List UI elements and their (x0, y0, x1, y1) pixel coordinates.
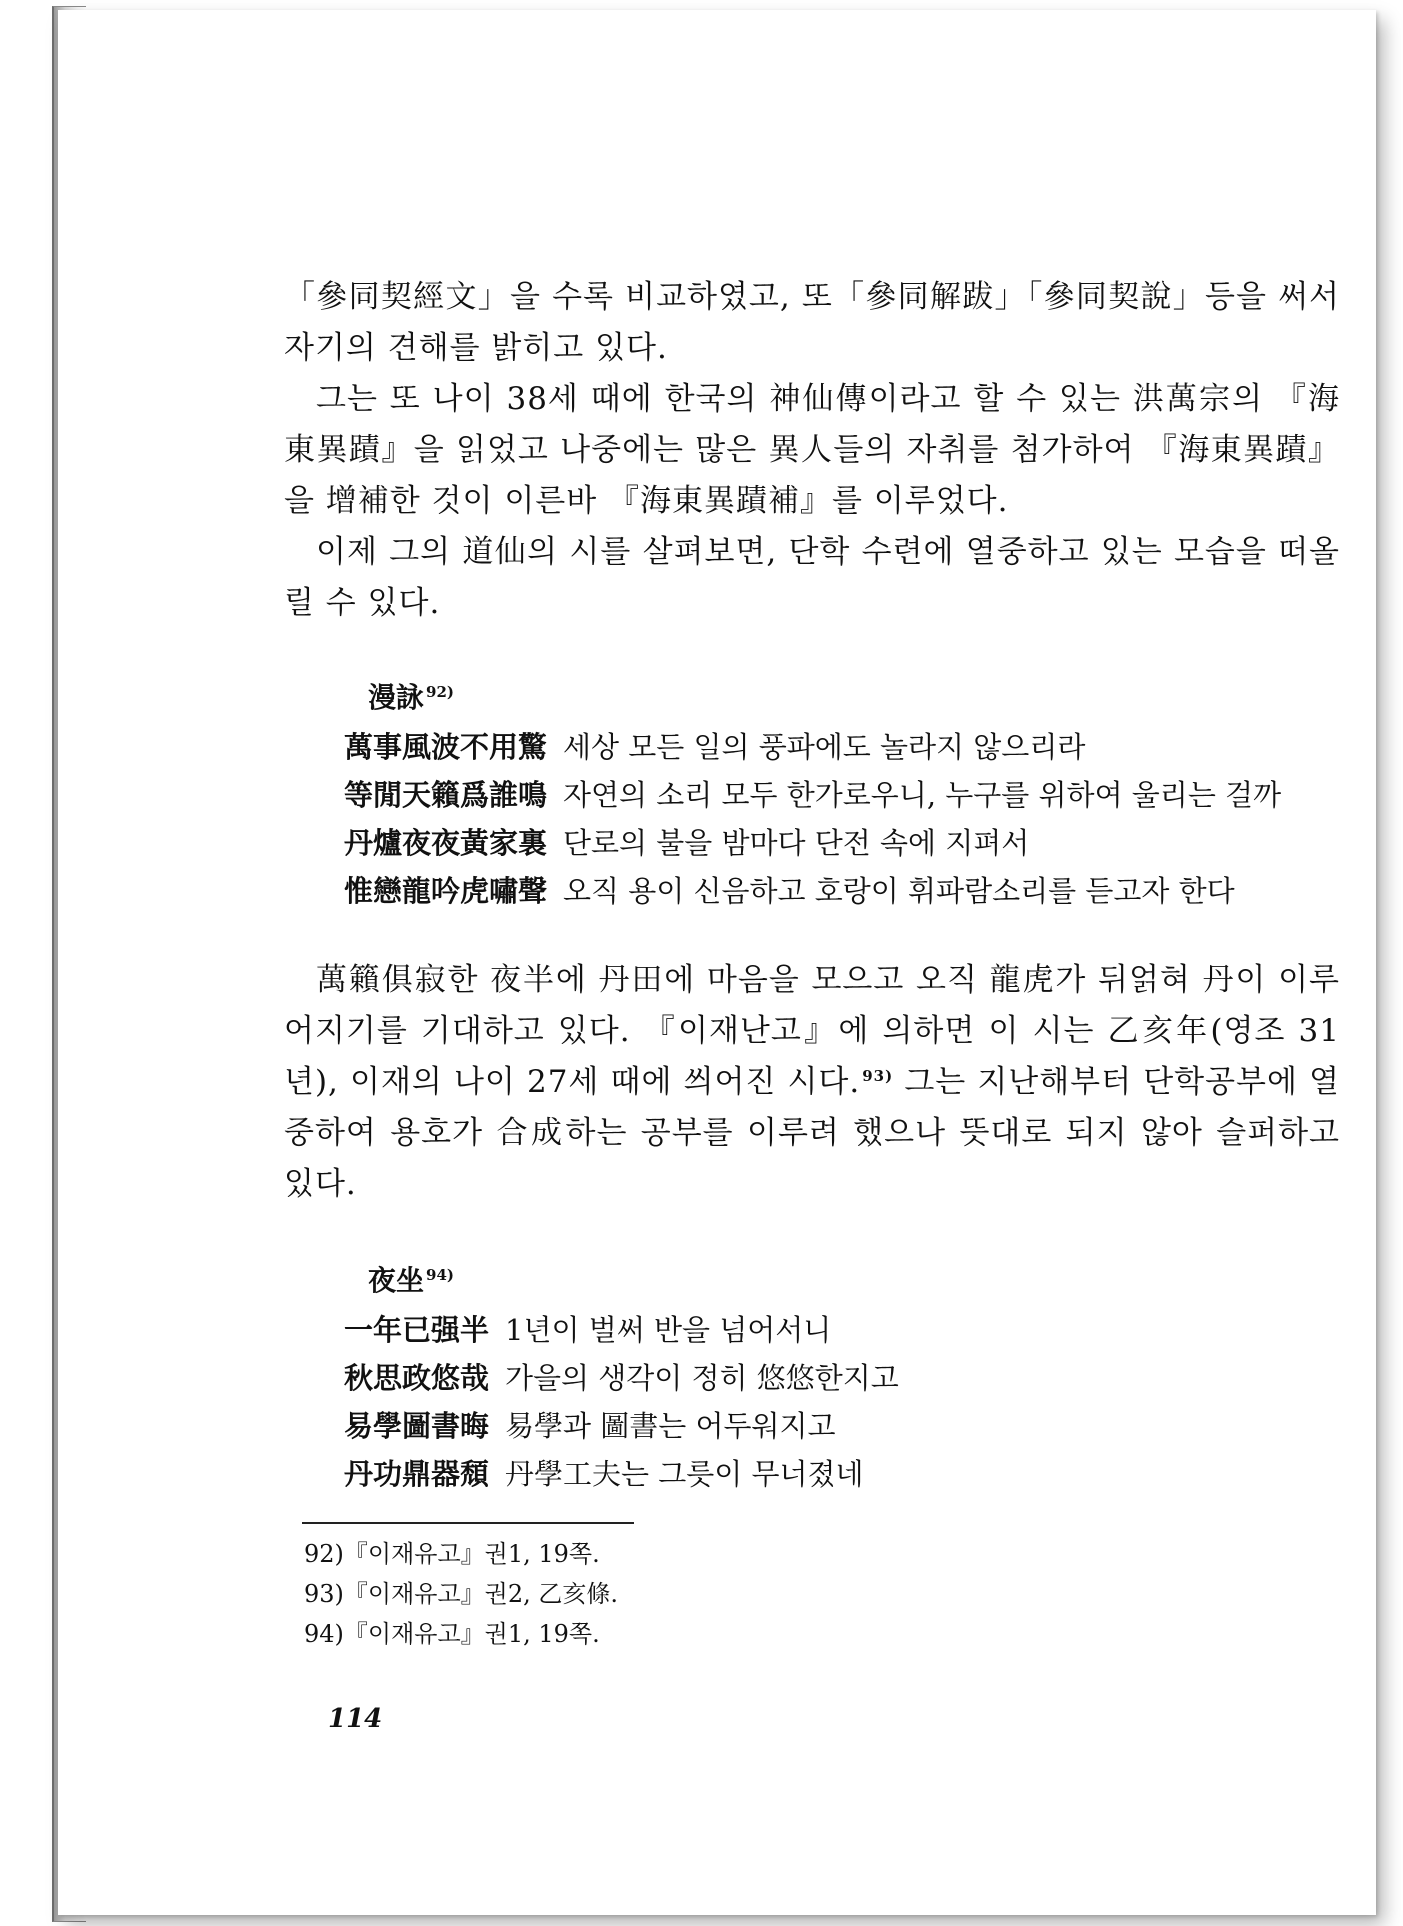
footnote-ref: 92) (426, 683, 454, 701)
paragraph-text: 萬籟俱寂한 夜半에 丹田에 마음을 모으고 오직 龍虎가 뒤얽혀 丹이 이루어지기를 기대하고 있다. 『이재난고』에 의하면 이 시는 乙亥年(영조 31년), 이재의 나이 27세 때에 씌어진 시다. (284, 962, 1340, 1100)
footnotes (304, 1534, 1340, 1654)
poem-line (344, 1306, 1340, 1354)
page-content (284, 272, 1340, 1654)
poem-translation: 1년이 벌써 반을 넘어서니 (505, 1313, 832, 1347)
poem-title (368, 1256, 1340, 1306)
poem-original: 丹爐夜夜黃家裏 (344, 826, 548, 860)
poem-translation: 세상 모든 일의 풍파에도 놀라지 않으리라 (563, 730, 1086, 764)
poem-translation: 가을의 생각이 정히 悠悠한지고 (505, 1361, 899, 1395)
footnote-ref: 94) (426, 1266, 454, 1284)
poem-original: 丹功鼎器頹 (344, 1457, 490, 1491)
poem-line (344, 819, 1340, 867)
poem-original: 易學圖書晦 (344, 1409, 490, 1443)
paragraph: 이제 그의 道仙의 시를 살펴보면, 단학 수련에 열중하고 있는 모습을 떠올릴 수 있다. (284, 534, 1340, 621)
poem-title-text: 夜坐 (368, 1264, 425, 1297)
poem-translation: 丹學工夫는 그릇이 무너졌네 (505, 1457, 864, 1491)
paragraph-text: 그는 지난해부터 단학공부에 열중하여 용호가 合成하는 공부를 이루려 했으나 뜻대로 되지 않아 슬퍼하고 있다. (284, 1064, 1340, 1202)
footnote: 93)『이재유고』권2, 乙亥條. (304, 1580, 618, 1608)
poem-translation: 자연의 소리 모두 한가로우니, 누구를 위하여 울리는 걸까 (563, 778, 1282, 812)
poem-original: 等閒天籟爲誰鳴 (344, 778, 548, 812)
poem-line (344, 867, 1340, 915)
poem-translation: 오직 용이 신음하고 호랑이 휘파람소리를 듣고자 한다 (563, 874, 1235, 908)
poem-original: 一年已强半 (344, 1313, 490, 1347)
poem-title (368, 673, 1340, 723)
page-number: 114 (328, 1704, 383, 1734)
book-page (84, 10, 1374, 1915)
poem-line (344, 1354, 1340, 1402)
poem-line (344, 1402, 1340, 1450)
poem-block-1 (344, 673, 1340, 915)
footnote-ref: 93) (862, 1067, 894, 1085)
poem-line (344, 1450, 1340, 1498)
paragraph: 「參同契經文」을 수록 비교하였고, 또「參同解跋」「參同契說」등을 써서 자기의 견해를 밝히고 있다. (284, 279, 1340, 366)
poem-line (344, 771, 1340, 819)
poem-original: 萬事風波不用驚 (344, 730, 548, 764)
footnote: 94)『이재유고』권1, 19쪽. (304, 1620, 600, 1648)
paragraph (284, 955, 1340, 1210)
footnote: 92)『이재유고』권1, 19쪽. (304, 1540, 600, 1568)
poem-title-text: 漫詠 (368, 681, 425, 714)
poem-translation: 易學과 圖書는 어두워지고 (505, 1409, 836, 1443)
poem-original: 惟戀龍吟虎嘯聲 (344, 874, 548, 908)
poem-translation: 단로의 불을 밤마다 단전 속에 지펴서 (563, 826, 1030, 860)
poem-line (344, 723, 1340, 771)
paragraph: 그는 또 나이 38세 때에 한국의 神仙傳이라고 할 수 있는 洪萬宗의 『海東異蹟』을 읽었고 나중에는 많은 異人들의 자취를 첨가하여 『海東異蹟』을 增補한 것이 이른바 『海東異蹟補』를 이루었다. (284, 381, 1340, 519)
poem-original: 秋思政悠哉 (344, 1361, 490, 1395)
poem-block-2 (344, 1256, 1340, 1498)
